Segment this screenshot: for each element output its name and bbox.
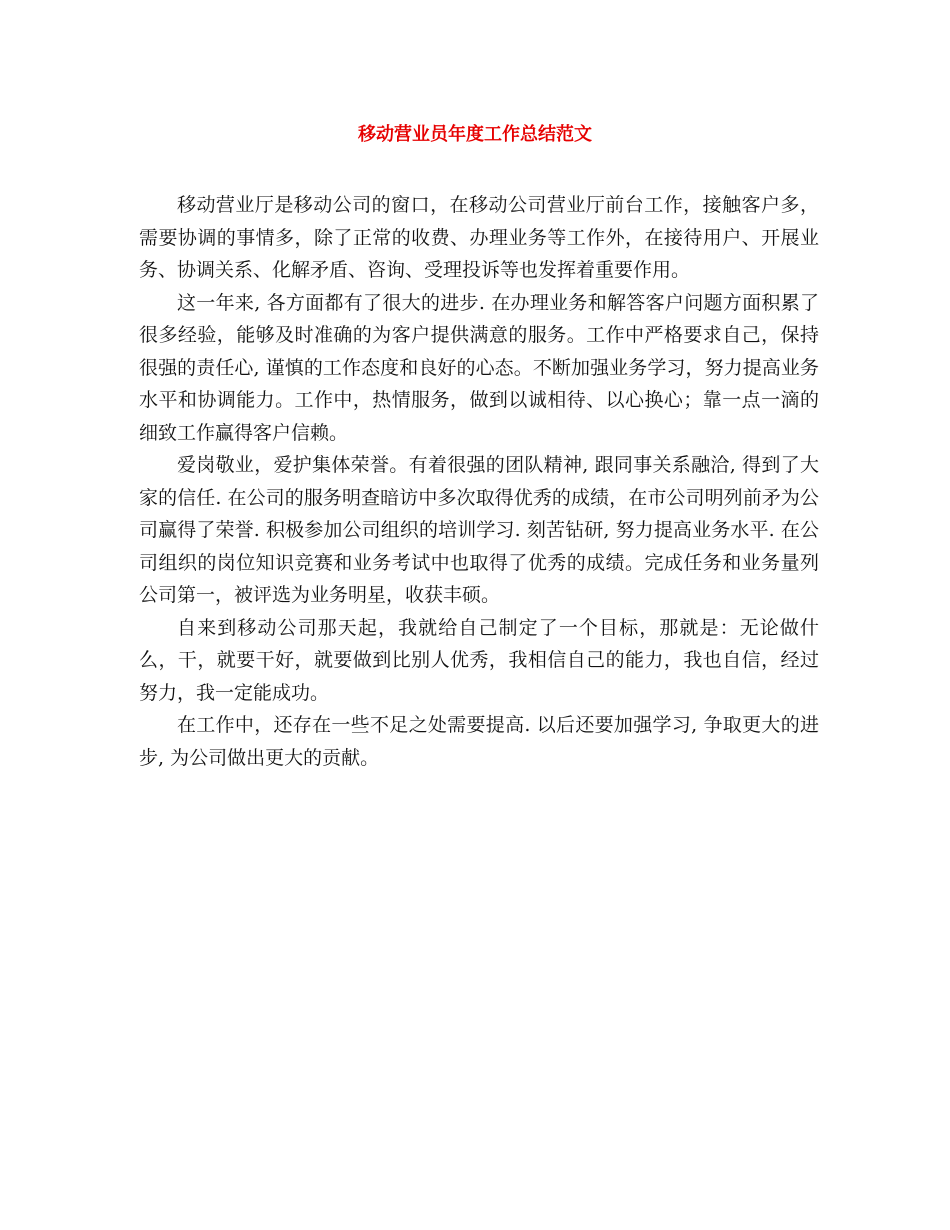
document-title: 移动营业员年度工作总结范文 <box>358 124 592 145</box>
paragraph-1: 移动营业厅是移动公司的窗口，在移动公司营业厅前台工作，接触客户多，需要协调的事情多，除了正常的收费、办理业务等工作外，在接待用户、开展业务、协调关系、化解矛盾、咨询、受理投诉等也发挥着重要作用。 <box>139 194 819 281</box>
document-body <box>139 189 819 774</box>
paragraph-3: 爱岗敬业，爱护集体荣誉。有着很强的团队精神, 跟同事关系融洽, 得到了大家的信任. 在公司的服务明查暗访中多次取得优秀的成绩，在市公司明列前矛为公司赢得了荣誉. 积极参加公司组织的培训学习. 刻苦钻研, 努力提高业务水平. 在公司组织的岗位知识竞赛和业务考试中也取得了优秀的成绩。完成任务和业务量列公司第一，被评选为业务明星，收获丰硕。 <box>139 454 819 606</box>
paragraph-4: 自来到移动公司那天起，我就给自己制定了一个目标，那就是：无论做什么，干，就要干好，就要做到比别人优秀，我相信自己的能力，我也自信，经过努力，我一定能成功。 <box>139 616 819 704</box>
paragraph-2: 这一年来, 各方面都有了很大的进步. 在办理业务和解答客户问题方面积累了很多经验，能够及时准确的为客户提供满意的服务。工作中严格要求自己，保持很强的责任心, 谨慎的工作态度和良好的心态。不断加强业务学习，努力提高业务水平和协调能力。工作中，热情服务，做到以诚相待、以心换心；靠一点一滴的细致工作赢得客户信赖。 <box>139 291 819 444</box>
paragraph-5: 在工作中，还存在一些不足之处需要提高. 以后还要加强学习, 争取更大的进步, 为公司做出更大的贡献。 <box>139 714 819 769</box>
